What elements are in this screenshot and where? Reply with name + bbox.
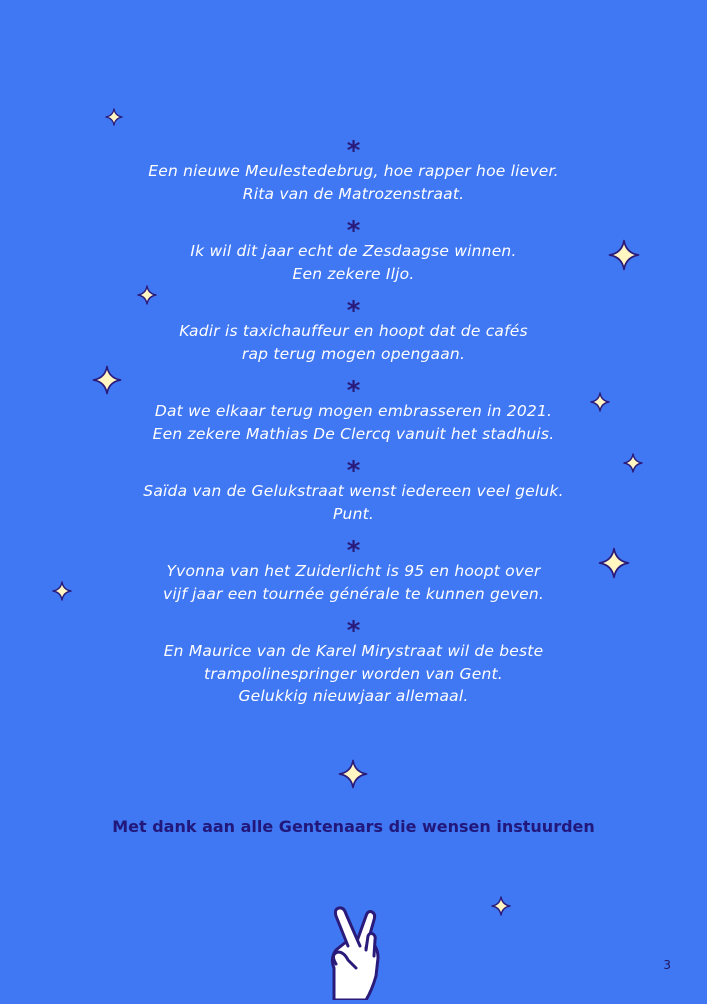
asterisk-separator: * (346, 216, 361, 246)
sparkle-star-icon (137, 285, 157, 305)
asterisk-separator: * (346, 456, 361, 486)
sparkle-star-icon (105, 108, 123, 126)
wish-line: Rita van de Matrozenstraat. (242, 184, 465, 203)
wish-line: Gelukkig nieuwjaar allemaal. (238, 687, 469, 705)
page-number: 3 (663, 958, 671, 972)
sparkle-star-icon (491, 896, 511, 916)
wish-line: rap terug mogen opengaan. (241, 344, 466, 363)
sparkle-star-icon (52, 581, 72, 601)
asterisk-separator: * (346, 136, 361, 166)
wish-line: Yvonna van het Zuiderlicht is 95 en hoopt over (166, 562, 541, 580)
wish-line: Een zekere Mathias De Clercq vanuit het stadhuis. (152, 424, 555, 443)
wish-line: Ik wil dit jaar echt de Zesdaagse winnen. (190, 242, 517, 260)
wish-item (0, 618, 707, 708)
sparkle-star-icon (608, 239, 640, 271)
wish-line: Dat we elkaar terug mogen embrasseren in 2021. (154, 402, 553, 420)
sparkle-star-icon (590, 392, 610, 412)
sparkle-star-icon (623, 453, 643, 473)
wish-line: Kadir is taxichauffeur en hoopt dat de cafés (179, 322, 528, 340)
wish-line: Een nieuwe Meulestedebrug, hoe rapper hoe liever. (148, 162, 559, 180)
wish-item (0, 298, 707, 365)
asterisk-separator: * (346, 536, 361, 566)
wish-line: En Maurice van de Karel Mirystraat wil de beste (163, 642, 544, 660)
wish-item (0, 138, 707, 205)
sparkle-star-icon (598, 547, 630, 579)
asterisk-separator: * (346, 376, 361, 406)
crossed-fingers-icon (326, 906, 382, 1004)
sparkle-star-icon (92, 365, 122, 395)
sparkle-star-icon (338, 759, 368, 789)
wish-line: Saïda van de Gelukstraat wenst iedereen veel geluk. (143, 482, 564, 500)
asterisk-separator: * (346, 296, 361, 326)
wish-line: Een zekere Iljo. (292, 264, 415, 283)
wish-line: trampolinespringer worden van Gent. (204, 664, 503, 683)
thanks-note: Met dank aan alle Gentenaars die wensen instuurden (112, 817, 595, 836)
wishes-list (0, 138, 707, 708)
asterisk-separator: * (346, 616, 361, 646)
wish-item (0, 458, 707, 525)
wish-line: Punt. (333, 504, 374, 523)
wish-item (0, 218, 707, 285)
wish-line: vijf jaar een tournée générale te kunnen geven. (162, 584, 545, 603)
